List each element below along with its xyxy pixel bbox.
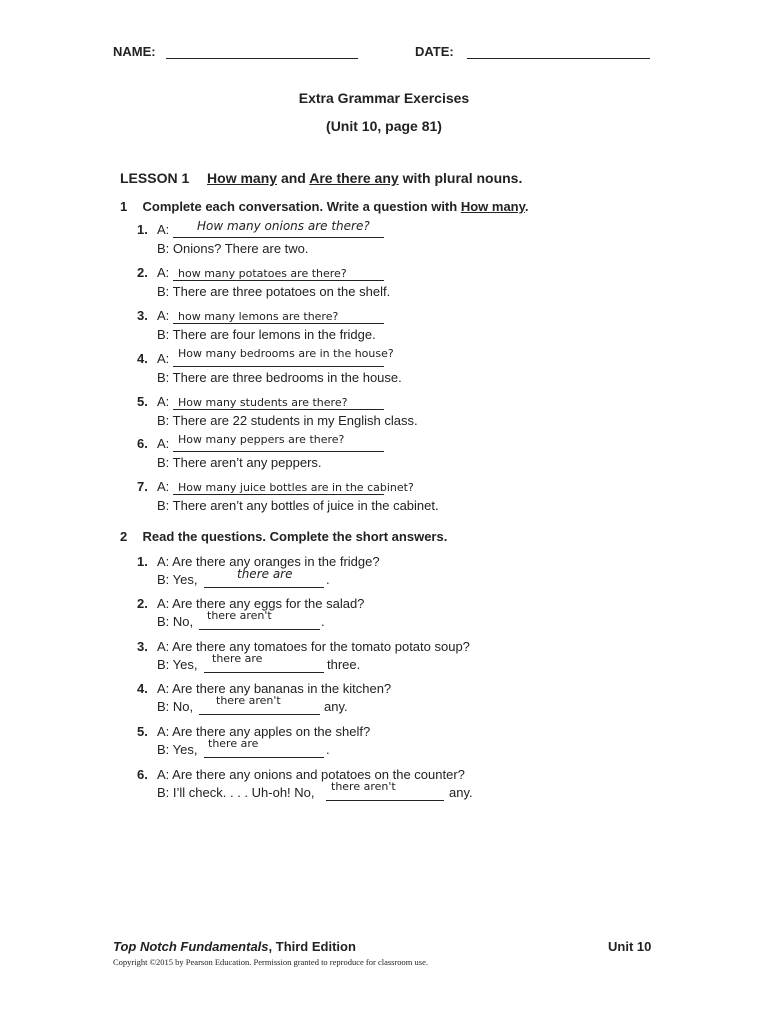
lesson-and: and [280,170,306,186]
ex1-speaker-a: A: [157,222,170,237]
ex1-speaker-b: B: There aren’t any bottles of juice in the cabinet. [157,498,439,513]
ex2-handwritten-answer: there aren't [216,694,281,707]
ex1-speaker-a: A: [157,265,170,280]
ex1-speaker-a: A: [157,308,170,323]
ex2-answer-prefix: B: Yes, [157,742,198,757]
page-title: Extra Grammar Exercises [298,90,470,106]
ex2-answer-prefix: B: Yes, [157,657,198,672]
ex1-speaker-a: A: [157,436,170,451]
ex1-item-number: 7. [137,479,148,494]
exercise-2-instruction [120,529,447,544]
lesson-heading [120,170,522,186]
ex1-handwritten-answer: How many students are there? [178,396,348,409]
ex1-handwritten-answer: how many potatoes are there? [178,267,347,280]
ex2-answer-prefix: B: No, [157,699,194,714]
ex2-item-number: 5. [137,724,148,739]
ex1-speaker-a: A: [157,351,170,366]
ex2-answer-prefix: B: I’ll check. . . . Uh-oh! No, [157,785,315,800]
ex1-speaker-b: B: There are three potatoes on the shelf. [157,284,391,299]
ex2-answer-suffix: . [326,572,330,587]
ex1-speaker-b: B: There are 22 students in my English class. [157,413,418,428]
footer-unit: Unit 10 [608,939,652,954]
ex2-question: A: Are there any tomatoes for the tomato potato soup? [157,639,470,654]
lesson-phrase-how-many: How many [207,170,278,186]
ex1-speaker-a: A: [157,479,170,494]
ex2-question: A: Are there any onions and potatoes on the counter? [157,767,465,782]
ex2-question: A: Are there any oranges in the fridge? [157,554,380,569]
name-label: NAME: [113,44,156,59]
ex2-question: A: Are there any bananas in the kitchen? [157,681,392,696]
ex2-answer-prefix: B: No, [157,614,194,629]
ex2-question: A: Are there any eggs for the salad? [157,596,365,611]
ex2-handwritten-answer: there are [212,652,263,665]
ex1-item-number: 5. [137,394,148,409]
ex1-handwritten-answer: How many onions are there? [197,219,370,233]
ex2-answer-suffix: . [321,614,325,629]
exercise-1-instruction [120,199,529,214]
ex1-speaker-b: B: Onions? There are two. [157,241,309,256]
ex2-answer-suffix: any. [324,699,348,714]
exercise-2-number: 2 [120,529,128,544]
ex2-item-number: 3. [137,639,148,654]
lesson-label: LESSON 1 [120,170,190,186]
ex2-question: A: Are there any apples on the shelf? [157,724,371,739]
exercise-1-number: 1 [120,199,128,214]
ex1-item-number: 4. [137,351,148,366]
ex1-handwritten-answer: how many lemons are there? [178,310,339,323]
ex2-handwritten-answer: there aren't [331,780,396,793]
exercise-1-key-phrase: How many [460,199,525,214]
ex2-item-number: 4. [137,681,148,696]
ex1-item-number: 6. [137,436,148,451]
ex2-handwritten-answer: there are [237,567,293,581]
ex1-speaker-b: B: There aren’t any peppers. [157,455,322,470]
ex1-handwritten-answer: How many peppers are there? [178,433,345,446]
footer-edition: , Third Edition [268,939,356,954]
ex2-answer-suffix: any. [449,785,473,800]
lesson-rest: with plural nouns. [402,170,523,186]
ex2-handwritten-answer: there are [208,737,259,750]
footer-copyright: Copyright ©2015 by Pearson Education. Permission granted to reproduce for classroom use. [113,957,428,967]
date-field[interactable] [467,44,650,59]
ex1-handwritten-answer: How many bedrooms are in the house? [178,347,394,360]
date-label: DATE: [415,44,454,59]
lesson-phrase-are-there-any: Are there any [309,170,399,186]
ex2-answer-prefix: B: Yes, [157,572,198,587]
footer-book-title: Top Notch Fundamentals [113,939,269,954]
exercise-2-text: Read the questions. Complete the short answers. [142,529,448,544]
ex1-item-number: 2. [137,265,148,280]
exercise-1-period: . [524,199,529,214]
ex1-speaker-b: B: There are three bedrooms in the house. [157,370,402,385]
ex2-answer-suffix: three. [327,657,361,672]
ex1-speaker-b: B: There are four lemons in the fridge. [157,327,376,342]
ex1-item-number: 3. [137,308,148,323]
footer-book [113,939,356,954]
ex2-item-number: 6. [137,767,148,782]
ex1-handwritten-answer: How many juice bottles are in the cabinet? [178,481,414,494]
page-subtitle: (Unit 10, page 81) [326,118,442,134]
ex1-item-number: 1. [137,222,148,237]
name-field[interactable] [166,44,358,59]
ex2-handwritten-answer: there aren't [207,609,272,622]
ex2-item-number: 1. [137,554,148,569]
ex2-answer-suffix: . [326,742,330,757]
exercise-1-text: Complete each conversation. Write a question with [142,199,458,214]
ex2-item-number: 2. [137,596,148,611]
ex1-speaker-a: A: [157,394,170,409]
